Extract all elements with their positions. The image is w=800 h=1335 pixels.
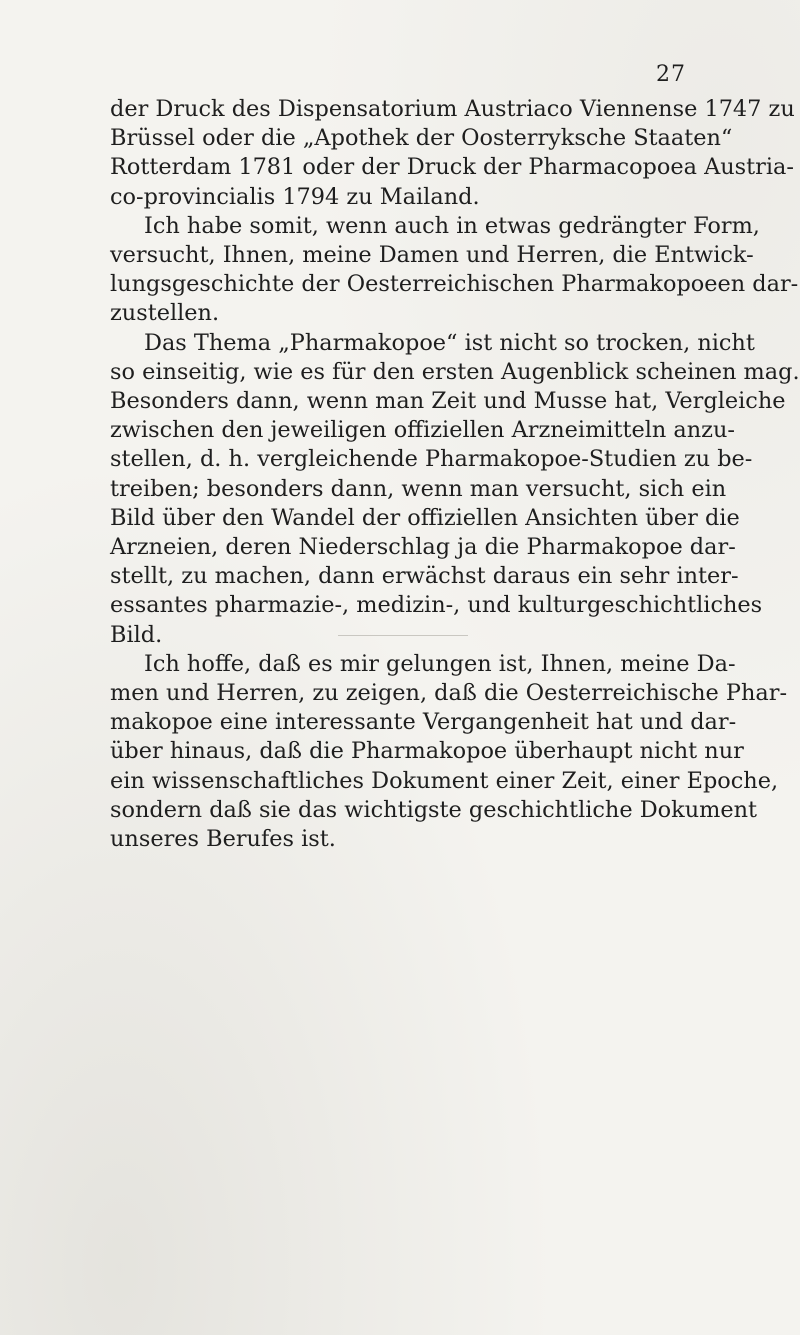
text-line: Das Thema „Pharmakopoe“ ist nicht so trocken, nicht: [144, 329, 755, 356]
text-line: Besonders dann, wenn man Zeit und Musse hat, Vergleiche: [110, 388, 786, 415]
text-line: Arzneien, deren Niederschlag ja die Pharmakopoe dar-: [110, 534, 736, 561]
paragraph: [110, 212, 799, 329]
text-line: sondern daß sie das wichtigste geschichtliche Dokument: [110, 796, 758, 823]
text-line: men und Herren, zu zeigen, daß die Oesterreichische Phar-: [110, 680, 788, 707]
text-line: zustellen.: [110, 300, 220, 327]
text-line: treiben; besonders dann, wenn man versucht, sich ein: [110, 475, 727, 502]
text-line: Brüssel oder die „Apothek der Oosterryksche Staaten“: [110, 125, 733, 152]
text-line: stellt, zu machen, dann erwächst daraus ein sehr inter-: [110, 563, 739, 590]
text-line: ein wissenschaftliches Dokument einer Zeit, einer Epoche,: [110, 767, 779, 794]
end-divider: [338, 635, 468, 636]
page-number: 27: [656, 62, 686, 87]
paragraph: [110, 329, 800, 650]
text-line: Ich habe somit, wenn auch in etwas gedrängter Form,: [144, 212, 760, 239]
paragraph: [110, 95, 795, 212]
text-line: Bild über den Wandel der offiziellen Ansichten über die: [110, 504, 740, 531]
text-line: Ich hoffe, daß es mir gelungen ist, Ihnen, meine Da-: [144, 650, 736, 677]
text-line: über hinaus, daß die Pharmakopoe überhaupt nicht nur: [110, 738, 744, 765]
text-line: essantes pharmazie-, medizin-, und kulturgeschichtliches: [110, 592, 763, 619]
text-line: Bild.: [110, 621, 163, 648]
paragraph: [110, 650, 788, 854]
text-line: lungsgeschichte der Oesterreichischen Pharmakopoeen dar-: [110, 271, 799, 298]
text-line: versucht, Ihnen, meine Damen und Herren, die Entwick-: [110, 242, 754, 269]
text-line: der Druck des Dispensatorium Austriaco Viennense 1747 zu: [110, 96, 795, 122]
text-line: Rotterdam 1781 oder der Druck der Pharmacopoea Austria-: [110, 154, 794, 181]
text-line: stellen, d. h. vergleichende Pharmakopoe-Studien zu be-: [110, 446, 753, 473]
text-line: makopoe eine interessante Vergangenheit hat und dar-: [110, 709, 737, 736]
text-line: so einseitig, wie es für den ersten Augenblick scheinen mag.: [110, 358, 800, 385]
text-line: co-provincialis 1794 zu Mailand.: [110, 183, 480, 210]
body-text: [110, 95, 800, 854]
text-line: zwischen den jeweiligen offiziellen Arzneimitteln anzu-: [110, 417, 735, 444]
text-line: unseres Berufes ist.: [110, 826, 336, 853]
